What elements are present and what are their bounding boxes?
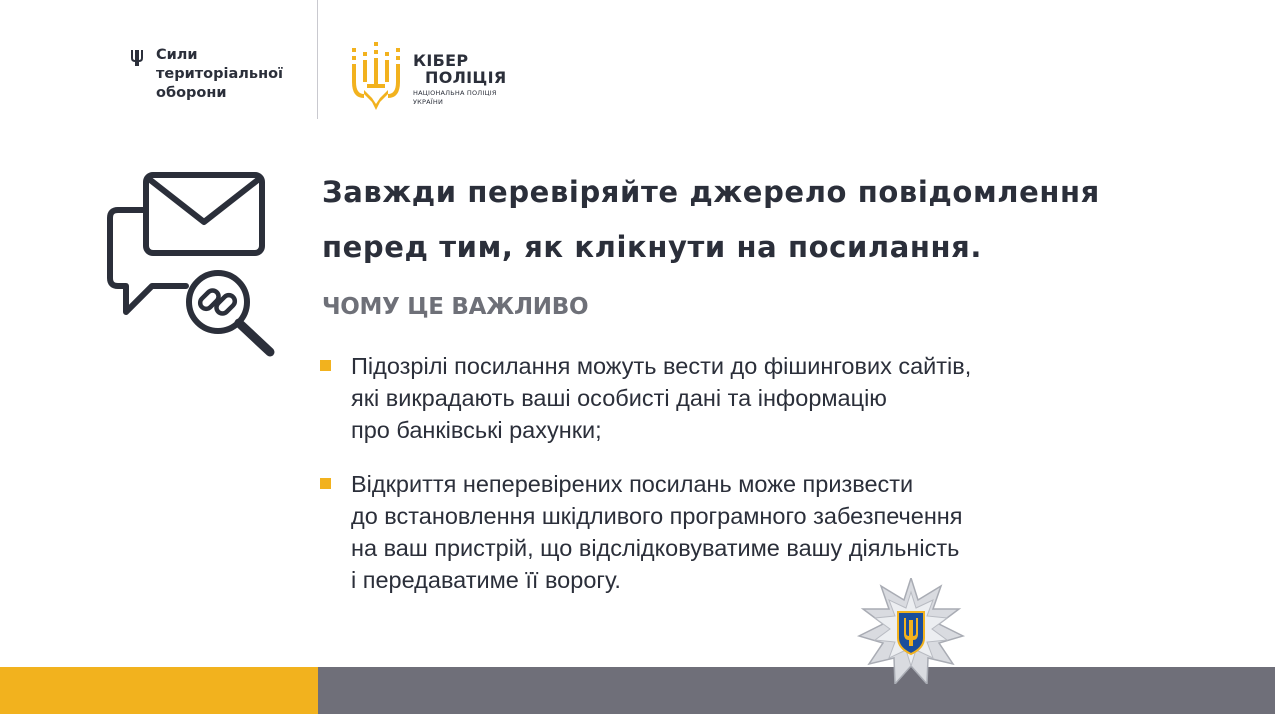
email-link-search-icon [104, 170, 279, 360]
territorial-defense-logo [130, 46, 283, 103]
header-divider [317, 0, 318, 119]
footer-bar [318, 667, 1275, 714]
list-item: Підозрілі посилання можуть вести до фішингових сайтів, які викрадають ваші особисті дані та інформацію про банківські рахунки; [320, 350, 971, 446]
footer-accent-bar [0, 667, 318, 714]
cyber-police-wordmark: КІБЕР ПОЛІЦІЯ НАЦІОНАЛЬНА ПОЛІЦІЯ УКРАЇНИ [413, 51, 507, 106]
police-watermark-text: НАЦІОНАЛЬНА ПОЛІЦІЯ УКРАЇНИ [980, 604, 1235, 655]
territorial-defense-title: Сили територіальної оборони [156, 47, 284, 101]
cyber-police-emblem-icon [350, 42, 402, 112]
bullet-square-icon [320, 478, 331, 489]
bullet-square-icon [320, 360, 331, 371]
page-title: Завжди перевіряйте джерело повідомлення перед тим, як клікнути на посилання. [322, 175, 1100, 264]
section-subheading: ЧОМУ ЦЕ ВАЖЛИВО [322, 294, 589, 320]
trident-icon [130, 49, 144, 67]
list-item: Відкриття неперевірених посилань може призвести до встановлення шкідливого програмного забезпечення на ваш пристрій, що відслідковуватиме вашу діяльність і передаватиме її ворогу. [320, 468, 971, 596]
police-star-icon [855, 578, 967, 684]
